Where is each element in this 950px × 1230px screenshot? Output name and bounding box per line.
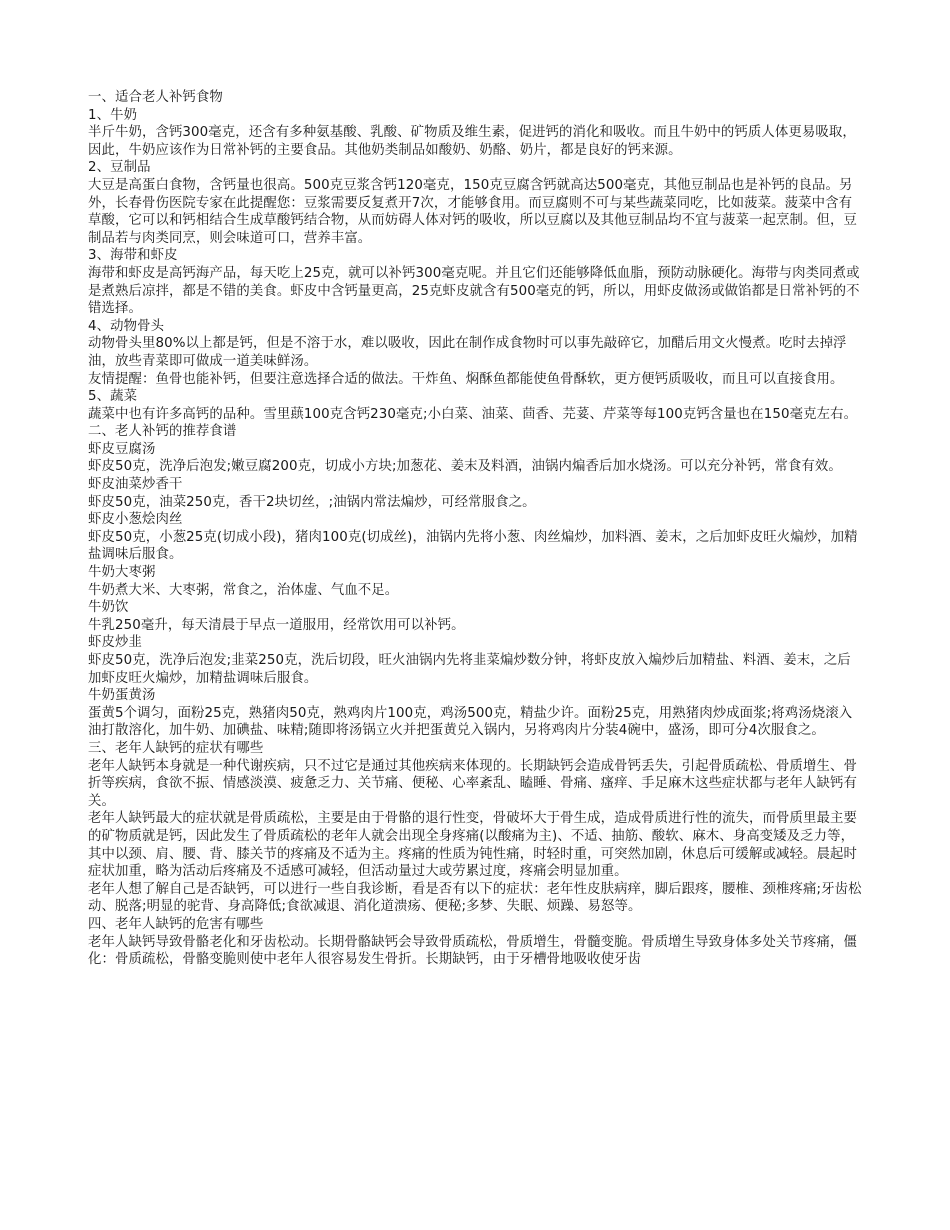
paragraph: 海带和虾皮是高钙海产品，每天吃上25克，就可以补钙300毫克呢。并且它们还能够降低血脂，预防动脉硬化。海带与肉类同煮或是煮熟后凉拌，都是不错的美食。虾皮中含钙量更高，25克虾皮就含有500毫克的钙，所以，用虾皮做汤或做馅都是日常补钙的不错选择。: [88, 265, 860, 317]
recipe-text: 虾皮50克，洗净后泡发;韭菜250克，洗后切段，旺火油锅内先将韭菜煸炒数分钟，将虾皮放入煸炒后加精盐、料酒、姜末，之后加虾皮旺火煸炒，加精盐调味后服食。: [88, 653, 851, 686]
paragraph: 老年人缺钙最大的症状就是骨质疏松，主要是由于骨骼的退行性变，骨破坏大于骨生成，造成骨质进行性的流失，而骨质里最主要的矿物质就是钙，因此发生了骨质疏松的老年人就会出现全身疼痛(以酸痛为主)、不适、抽筋、酸软、麻木、身高变矮及乏力等，其中以颈、肩、腰、背、膝关节的疼痛及不适为主。疼痛的性质为钝性痛，时轻时重，可突然加剧，休息后可缓解或减轻。晨起时症状加重，略为活动后疼痛及不适感可减轻，但活动量过大或劳累过度，疼痛会明显加重。: [88, 811, 857, 880]
subheading: 2、豆制品: [88, 160, 151, 176]
recipe-title: 虾皮油菜炒香干: [88, 477, 183, 493]
recipe-text: 牛奶煮大米、大枣粥，常食之，治体虚、气血不足。: [88, 582, 399, 598]
section-heading: 二、老人补钙的推荐食谱: [88, 424, 237, 440]
subheading: 5、蔬菜: [88, 389, 138, 405]
paragraph: 老年人缺钙本身就是一种代谢疾病，只不过它是通过其他疾病来体现的。长期缺钙会造成骨钙丢失，引起骨质疏松、骨质增生、骨折等疾病，食欲不振、情感淡漠、疲惫乏力、关节痛、便秘、心率紊乱、瞌睡、骨痛、瘙痒、手足麻木这些症状都与老年人缺钙有关。: [88, 758, 857, 809]
recipe-text: 牛乳250毫升，每天清晨于早点一道服用，经常饮用可以补钙。: [88, 617, 465, 633]
subheading: 4、动物骨头: [88, 318, 165, 334]
recipe-title: 虾皮豆腐汤: [88, 441, 156, 457]
paragraph: 友情提醒：鱼骨也能补钙，但要注意选择合适的做法。干炸鱼、焖酥鱼都能使鱼骨酥软，更方便钙质吸收，而且可以直接食用。: [88, 371, 844, 387]
paragraph: 半斤牛奶，含钙300毫克，还含有多种氨基酸、乳酸、矿物质及维生素，促进钙的消化和吸收。而且牛奶中的钙质人体更易吸取，因此，牛奶应该作为日常补钙的主要食品。其他奶类制品如酸奶、奶酪、奶片，都是良好的钙来源。: [88, 125, 856, 158]
paragraph: 老年人缺钙导致骨骼老化和牙齿松动。长期骨骼缺钙会导致骨质疏松，骨质增生，骨髓变脆。骨质增生导致身体多处关节疼痛，僵化：骨质疏松，骨骼变脆则使中老年人很容易发生骨折。长期缺钙，由于牙槽骨地吸收使牙齿: [88, 934, 857, 968]
section-heading: 一、适合老人补钙食物: [88, 90, 223, 105]
document-body: [88, 89, 864, 969]
subheading: 3、海带和虾皮: [88, 248, 178, 264]
section-heading: 三、老年人缺钙的症状有哪些: [88, 740, 264, 756]
paragraph: 大豆是高蛋白食物，含钙量也很高。500克豆浆含钙120毫克，150克豆腐含钙就高达500毫克，其他豆制品也是补钙的良品。另外，长春骨伤医院专家在此提醒您：豆浆需要反复煮开7次，才能够食用。而豆腐则不可与某些蔬菜同吃，比如菠菜。菠菜中含有草酸，它可以和钙相结合生成草酸钙结合物，从而妨碍人体对钙的吸收，所以豆腐以及其他豆制品均不宜与菠菜一起烹制。但，豆制品若与肉类同烹，则会味道可口，营养丰富。: [88, 177, 857, 246]
paragraph: 动物骨头里80%以上都是钙，但是不溶于水，难以吸收，因此在制作成食物时可以事先敲碎它，加醋后用文火慢煮。吃时去掉浮油，放些青菜即可做成一道美味鲜汤。: [88, 336, 847, 369]
section-heading: 四、老年人缺钙的危害有哪些: [88, 916, 264, 932]
recipe-title: 虾皮小葱烩肉丝: [88, 512, 183, 528]
paragraph: 老年人想了解自己是否缺钙，可以进行一些自我诊断，看是否有以下的症状：老年性皮肤病痒，脚后跟疼，腰椎、颈椎疼痛;牙齿松动、脱落;明显的驼背、身高降低;食欲减退、消化道溃疡、便秘;多梦、失眠、烦躁、易怒等。: [88, 881, 862, 915]
recipe-title: 牛奶饮: [88, 600, 129, 616]
recipe-text: 虾皮50克，小葱25克(切成小段)，猪肉100克(切成丝)，油锅内先将小葱、肉丝煸炒，加料酒、姜末，之后加虾皮旺火煸炒，加精盐调味后服食。: [88, 529, 858, 563]
subheading: 1、牛奶: [88, 107, 138, 123]
recipe-text: 虾皮50克，洗净后泡发;嫩豆腐200克，切成小方块;加葱花、姜末及料酒，油锅内煸香后加水烧汤。可以充分补钙，常食有效。: [88, 459, 842, 475]
recipe-text: 虾皮50克，油菜250克，香干2块切丝，;油锅内常法煸炒，可经常服食之。: [88, 494, 536, 510]
recipe-text: 蛋黄5个调匀，面粉25克，熟猪肉50克，熟鸡肉片100克，鸡汤500克，精盐少许。面粉25克，用熟猪肉炒成面浆;将鸡汤烧滚入油打散溶化，加牛奶、加碘盐、味精;随即将汤锅立火并把蛋黄兑入锅内，另将鸡肉片分装4碗中，盛汤，即可分4次服食之。: [88, 705, 853, 739]
recipe-title: 虾皮炒韭: [88, 635, 142, 651]
recipe-title: 牛奶大枣粥: [88, 565, 156, 581]
recipe-title: 牛奶蛋黄汤: [88, 688, 156, 704]
paragraph: 蔬菜中也有许多高钙的品种。雪里蕻100克含钙230毫克;小白菜、油菜、茴香、芫荽、芹菜等每100克钙含量也在150毫克左右。: [88, 406, 858, 422]
